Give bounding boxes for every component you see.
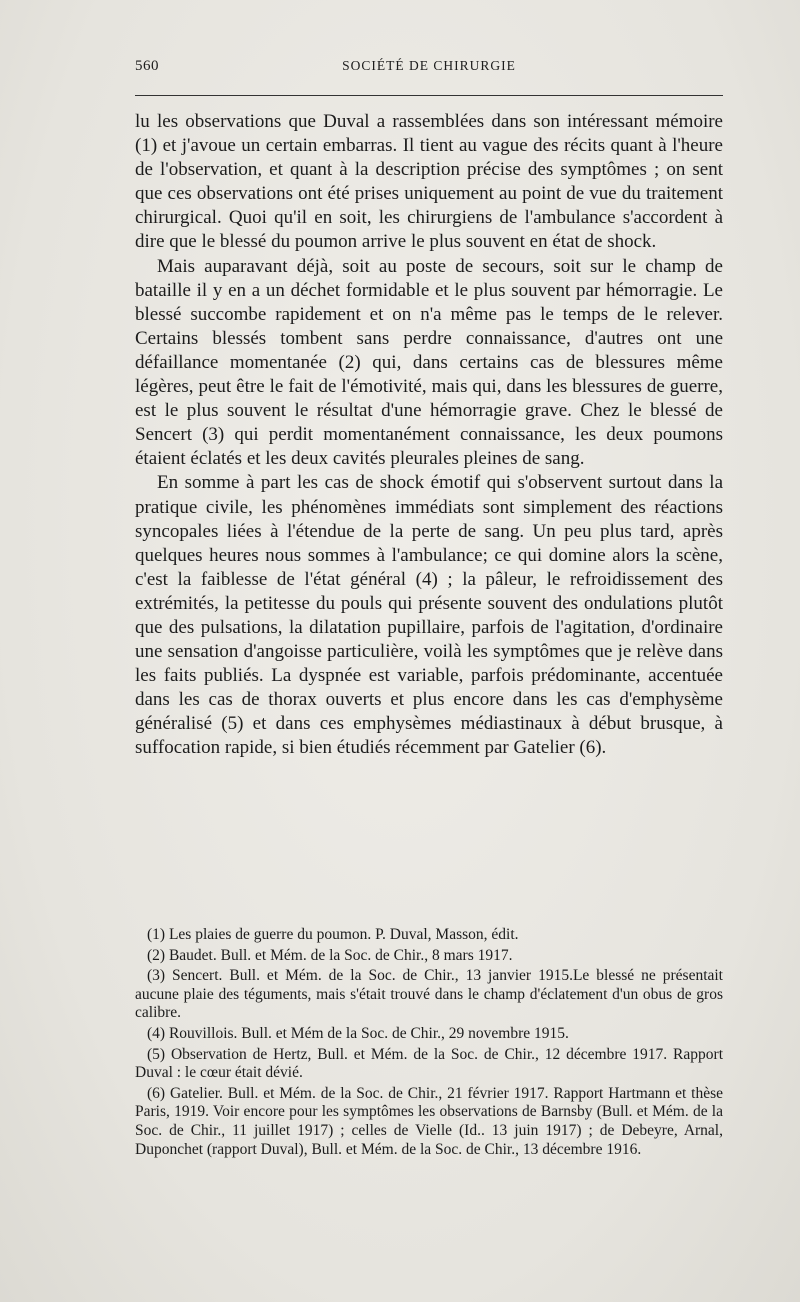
footnote-3: (3) Sencert. Bull. et Mém. de la Soc. de Chir., 13 janvier 1915.Le blessé ne présentait aucune plaie des téguments, mais s'était trouvé dans le champ d'éclatement d'un obus de gros calibre. (135, 967, 723, 1022)
footnote-5: (5) Observation de Hertz, Bull. et Mém. de la Soc. de Chir., 12 décembre 1917. Rapport Duval : le cœur était dévié. (135, 1045, 723, 1082)
body-text (135, 110, 723, 761)
paragraph-3: En somme à part les cas de shock émotif qui s'observent surtout dans la pratique civile, les phénomènes immédiats sont simplement des réactions syncopales liées à l'étendue de la perte de sang. Un peu plus tard, après quelques heures nous sommes à l'ambulance; ce qui domine alors la scène, c'est la faiblesse de l'état général (4) ; la pâleur, le refroidissement des extrémités, la petitesse du pouls qui présente souvent des ondulations plutôt que des pulsations, la dilatation pupillaire, parfois de l'agitation, d'ordinaire une sensation d'angoisse particulière, voilà les symptômes que je relève dans les faits publiés. La dyspnée est variable, parfois prédominante, accentuée dans les cas de thorax ouverts et plus encore dans les cas d'emphysème généralisé (5) et dans ces emphysèmes médiastinaux à début brusque, à suffocation rapide, si bien étudiés récemment par Gatelier (6). (135, 472, 723, 759)
footnote-4: (4) Rouvillois. Bull. et Mém de la Soc. de Chir., 29 novembre 1915. (147, 1024, 569, 1042)
footnotes (135, 926, 723, 1161)
page-header (135, 58, 723, 84)
paragraph-2: Mais auparavant déjà, soit au poste de secours, soit sur le champ de bataille il y en a un déchet formidable et le plus souvent par hémorragie. Le blessé succombe rapidement et on n'a même pas le temps de le relever. Certains blessés tombent sans perdre connaissance, d'autres ont une défaillance momentanée (2) qui, dans certains cas de blessures même légères, peut être le fait de l'émotivité, mais qui, dans les blessures de guerre, est le plus souvent le résultat d'une hémorragie grave. Chez le blessé de Sencert (3) qui perdit momentanément connaissance, les deux poumons étaient éclatés et les deux cavités pleurales pleines de sang. (135, 255, 723, 470)
header-rule (135, 95, 723, 96)
footnote-6: (6) Gatelier. Bull. et Mém. de la Soc. de Chir., 21 février 1917. Rapport Hartmann et thèse Paris, 1919. Voir encore pour les symptômes les observations de Barnsby (Bull. et Mém. de la Soc. de Chir., 11 juillet 1917) ; celles de Vielle (Id.. 13 juin 1917) ; de Debeyre, Arnal, Duponchet (rapport Duval), Bull. et Mém. de la Soc. de Chir., 13 décembre 1916. (135, 1084, 723, 1158)
running-title: SOCIÉTÉ DE CHIRURGIE (342, 58, 516, 73)
page-number: 560 (135, 58, 159, 74)
footnote-2: (2) Baudet. Bull. et Mém. de la Soc. de Chir., 8 mars 1917. (147, 946, 513, 964)
paragraph-1: lu les observations que Duval a rassemblées dans son intéressant mémoire (1) et j'avoue un certain embarras. Il tient au vague des récits quant à l'heure de l'observation, et quant à la description précise des symptômes ; on sent que ces observations ont été prises uniquement au point de vue du traitement chirurgical. Quoi qu'il en soit, les chirurgiens de l'ambulance s'accordent à dire que le blessé du poumon arrive le plus souvent en état de shock. (135, 111, 723, 253)
footnote-1: (1) Les plaies de guerre du poumon. P. Duval, Masson, édit. (147, 926, 519, 943)
